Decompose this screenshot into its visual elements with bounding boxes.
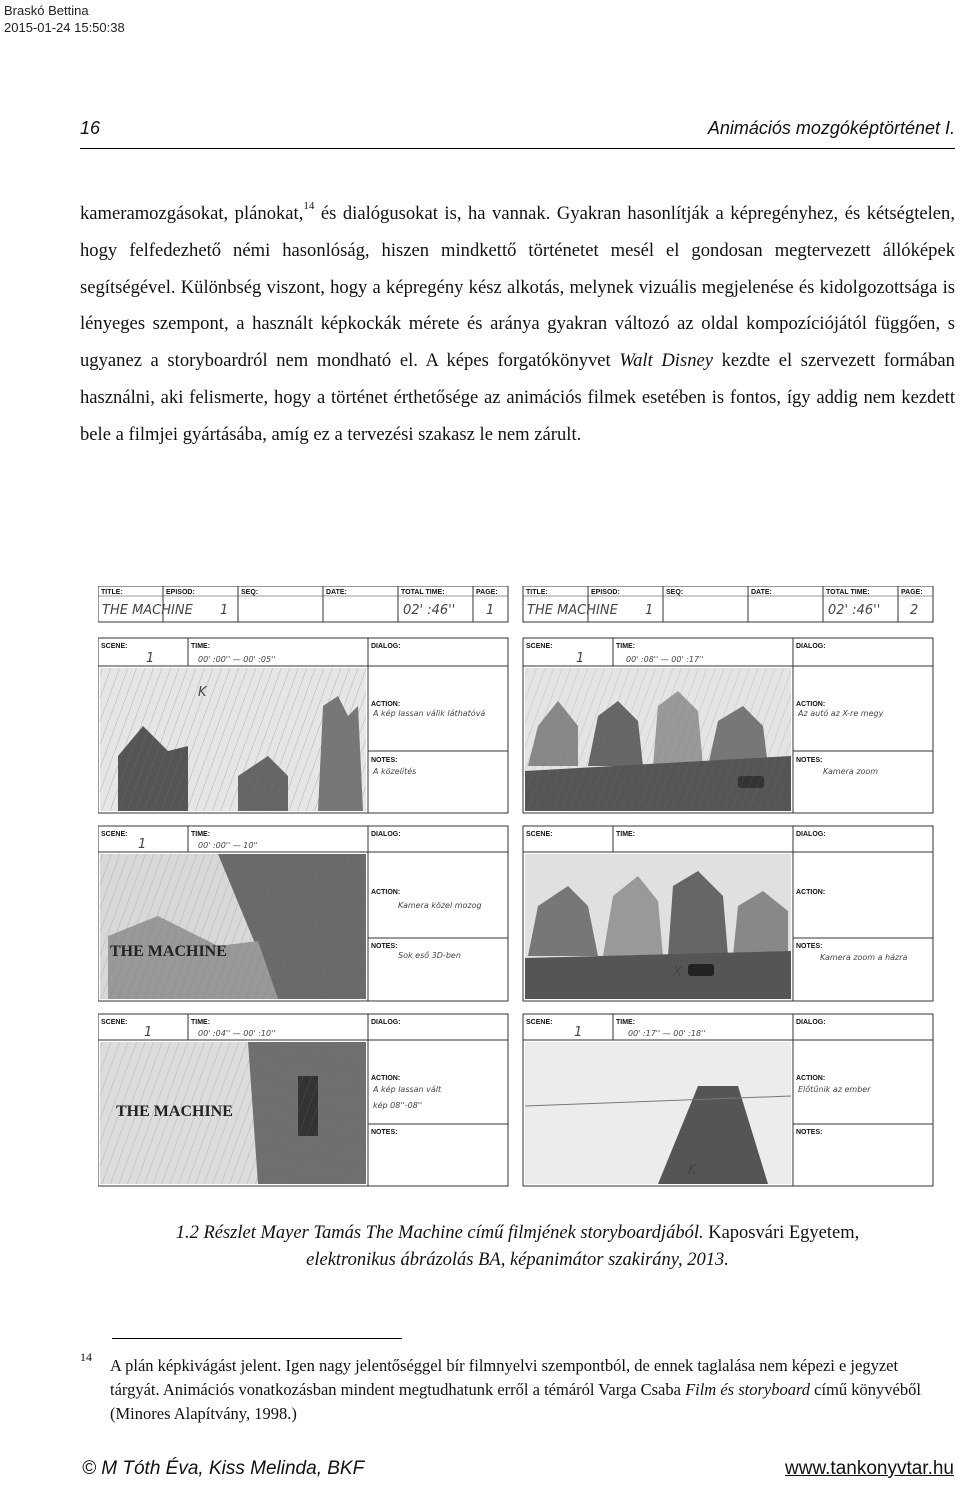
- footnote-ref[interactable]: 14: [303, 200, 315, 212]
- scene-action: A kép lassan vált: [373, 1085, 442, 1094]
- notes-label: NOTES:: [796, 757, 823, 764]
- body-paragraph: [80, 196, 955, 454]
- scene-time: 00' :00'' — 00' :05'': [198, 655, 276, 664]
- sheet1-panel-3: [98, 1014, 508, 1186]
- page-header: [80, 118, 955, 142]
- label-title: TITLE:: [526, 589, 548, 596]
- notes-label: NOTES:: [796, 1129, 823, 1136]
- footnote-text: [110, 1354, 940, 1426]
- header-rule: [80, 148, 955, 149]
- art-sign: THE MACHINE: [116, 1103, 233, 1120]
- dialog-label: DIALOG:: [796, 1019, 826, 1026]
- label-total-time: TOTAL TIME:: [401, 589, 445, 596]
- footnote-italic: Film és storyboard: [685, 1380, 811, 1399]
- label-total-time: TOTAL TIME:: [826, 589, 870, 596]
- page-number: 16: [80, 118, 101, 138]
- footnote-number: 14: [80, 1350, 92, 1364]
- caption-line-1: [80, 1220, 955, 1247]
- dialog-label: DIALOG:: [371, 1019, 401, 1026]
- action-label: ACTION:: [796, 889, 826, 896]
- art-sign: THE MACHINE: [110, 943, 227, 960]
- body-text-2: és dialógusokat is, ha vannak. Gyakran hasonlítják a képregényhez, és kétségtelen, hogy felfedezhető némi hasonlóság, hiszen mindkettő történetet mesél el gondosan megtervezett állóképek segítségével. Különbség viszont, hogy a képregény kész alkotás, melynek vizuális megjelenése és kidolgozottsága is lényeges szempont, a használt képkockák mérete és aránya gyakran változó az oldal kompozíciójától függően, s ugyanez a storyboardról nem mondható el. A képes forgatókönyvet: [80, 203, 955, 372]
- notes-label: NOTES:: [371, 943, 398, 950]
- dialog-label: DIALOG:: [796, 643, 826, 650]
- dialog-label: DIALOG:: [371, 643, 401, 650]
- body-text-3: kezdte el szervezett formában használni, aki felismerte, hogy a történet érthetősége az animációs filmek esetében is fontos, így addig nem kezdett bele a filmjei gyártásába, amíg ez a tervezési szakasz le nem zárult.: [80, 350, 955, 445]
- body-text-1: kameramozgásokat, plánokat,: [80, 203, 304, 224]
- time-label: TIME:: [191, 1019, 211, 1026]
- caption-line-2: elektronikus ábrázolás BA, képanimátor szakirány, 2013.: [306, 1250, 729, 1270]
- sheet2-page: 2: [910, 603, 919, 618]
- sheet1-page: 1: [486, 603, 495, 618]
- label-seq: SEQ:: [241, 589, 259, 596]
- scene-action: Az autó az X-re megy: [798, 709, 884, 718]
- sheet1-title: THE MACHINE: [102, 603, 193, 618]
- label-page: PAGE:: [476, 589, 498, 596]
- scene-number: 1: [574, 1025, 583, 1040]
- body-italic: Walt Disney: [619, 350, 714, 372]
- storyboard-sheet-1: [98, 586, 508, 1186]
- art-x: X: [673, 965, 682, 980]
- art-k: K: [688, 1163, 697, 1178]
- scene-action: A kép lassan válik láthatóvá: [373, 709, 486, 718]
- action-label: ACTION:: [371, 701, 401, 708]
- notes-label: NOTES:: [371, 1129, 398, 1136]
- scene-label: SCENE:: [101, 831, 128, 838]
- scene-time: 00' :17'' — 00' :18'': [628, 1029, 706, 1038]
- footnote-rule: [112, 1338, 402, 1339]
- scene-notes: Kamera zoom: [823, 767, 879, 776]
- dialog-label: DIALOG:: [371, 831, 401, 838]
- label-title: TITLE:: [101, 589, 123, 596]
- storyboard-figure: [98, 586, 938, 1196]
- sheet2-panel-2: [523, 826, 933, 1001]
- label-seq: SEQ:: [666, 589, 684, 596]
- scene-label: SCENE:: [101, 1019, 128, 1026]
- panel-art: [525, 854, 791, 999]
- sheet2-episod: 1: [645, 603, 654, 618]
- scene-notes: A közelítés: [373, 767, 417, 776]
- scene-notes: kép 08''-08'': [373, 1101, 423, 1110]
- sheet1-panel-1: [98, 638, 508, 813]
- meta-author: Braskó Bettina: [4, 3, 89, 18]
- document-meta: [4, 2, 125, 36]
- scene-notes: Kamera zoom a házra: [820, 953, 908, 962]
- scene-time: 00' :00'' — 10'': [198, 841, 258, 850]
- scene-label: SCENE:: [101, 643, 128, 650]
- action-label: ACTION:: [371, 889, 401, 896]
- action-label: ACTION:: [796, 1075, 826, 1082]
- time-label: TIME:: [616, 1019, 636, 1026]
- header-title: Animációs mozgóképtörténet I.: [707, 118, 955, 138]
- scene-notes: Sok eső 3D-ben: [398, 951, 461, 960]
- panel-art: [525, 1042, 791, 1184]
- footer-link[interactable]: www.tankonyvtar.hu: [785, 1458, 954, 1479]
- panel-art: [100, 854, 366, 999]
- storyboard-sheet-2: [523, 586, 933, 1186]
- scene-action: Kamera közel mozog: [398, 901, 482, 910]
- sheet2-total-time: 02' :46'': [828, 603, 881, 618]
- caption-italic: 1.2 Részlet Mayer Tamás The Machine című filmjének storyboardjából.: [175, 1223, 704, 1243]
- scene-number: 1: [576, 651, 585, 666]
- scene-number: 1: [138, 837, 147, 852]
- scene-action: Előtűnik az ember: [798, 1085, 871, 1094]
- figure-caption: [80, 1220, 955, 1274]
- scene-time: 00' :08'' — 00' :17'': [626, 655, 704, 664]
- scene-time: 00' :04'' — 00' :10'': [198, 1029, 276, 1038]
- time-label: TIME:: [616, 643, 636, 650]
- sheet1-panel-2: [98, 826, 508, 1001]
- panel-art: [100, 1042, 366, 1184]
- scene-label: SCENE:: [526, 1019, 553, 1026]
- time-label: TIME:: [616, 831, 636, 838]
- caption-rest: Kaposvári Egyetem,: [703, 1223, 860, 1243]
- footnote-text-1: A plán képkivágást jelent. Igen nagy jelentőséggel bír filmnyelvi szempontból, de ennek taglalása nem képezi e jegyzet tárgyát. Animációs vonatkozásban mindent megtudhatunk erről a témáról Varga Csaba: [110, 1356, 899, 1399]
- action-label: ACTION:: [796, 701, 826, 708]
- sheet2-panel-1: [523, 638, 933, 813]
- time-label: TIME:: [191, 643, 211, 650]
- scene-number: 1: [146, 651, 155, 666]
- panel-art: [100, 668, 366, 811]
- meta-timestamp: 2015-01-24 15:50:38: [4, 20, 125, 35]
- art-k: K: [198, 685, 207, 700]
- sheet1-episod: 1: [220, 603, 229, 618]
- footnote-text-2: című könyvéből (Minores Alapítvány, 1998.): [110, 1380, 921, 1423]
- panel-art: [525, 668, 791, 811]
- scene-label: SCENE:: [526, 643, 553, 650]
- sheet2-panel-3: [523, 1014, 933, 1186]
- action-label: ACTION:: [371, 1075, 401, 1082]
- sheet1-total-time: 02' :46'': [403, 603, 456, 618]
- scene-number: 1: [144, 1025, 153, 1040]
- label-page: PAGE:: [901, 589, 923, 596]
- label-episod: EPISOD:: [166, 589, 195, 596]
- time-label: TIME:: [191, 831, 211, 838]
- label-episod: EPISOD:: [591, 589, 620, 596]
- label-date: DATE:: [326, 589, 347, 596]
- scene-label: SCENE:: [526, 831, 553, 838]
- notes-label: NOTES:: [796, 943, 823, 950]
- dialog-label: DIALOG:: [796, 831, 826, 838]
- footer-copyright: © M Tóth Éva, Kiss Melinda, BKF: [82, 1458, 365, 1479]
- label-date: DATE:: [751, 589, 772, 596]
- notes-label: NOTES:: [371, 757, 398, 764]
- sheet2-title: THE MACHINE: [527, 603, 618, 618]
